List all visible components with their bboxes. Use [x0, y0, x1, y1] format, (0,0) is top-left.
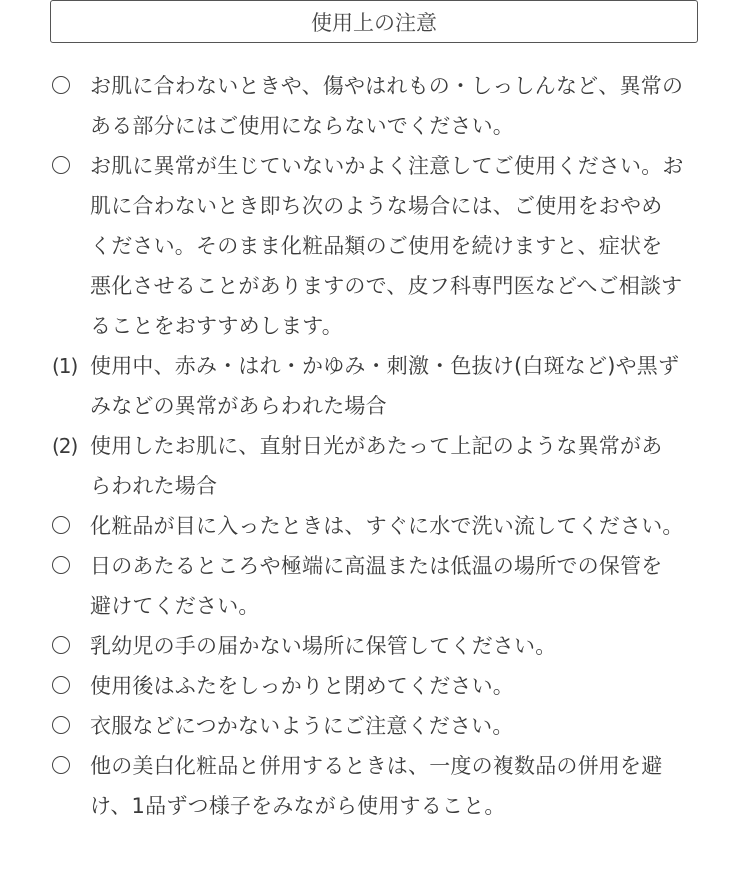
- circle-icon: [52, 76, 70, 94]
- circle-icon: [52, 636, 70, 654]
- item-text: [90, 146, 710, 346]
- precaution-item: [50, 426, 710, 506]
- circle-icon: [52, 676, 70, 694]
- text-line: 使用後はふたをしっかりと閉めてください。: [90, 674, 514, 698]
- text-line: 悪化させることがありますので、皮フ科専門医などへご相談す: [90, 274, 683, 298]
- item-text: [90, 426, 710, 506]
- bullet-circle-icon: [50, 706, 90, 746]
- bullet-circle-icon: [50, 146, 90, 186]
- circle-icon: [52, 716, 70, 734]
- bullet-circle-icon: [50, 626, 90, 666]
- item-text: [90, 626, 710, 666]
- item-number: [50, 346, 90, 386]
- bullet-circle-icon: [50, 546, 90, 586]
- section-title-box: [50, 0, 698, 43]
- precaution-item: [50, 666, 710, 706]
- item-text: [90, 746, 710, 826]
- precaution-item: [50, 506, 710, 546]
- item-text: [90, 506, 710, 546]
- text-line: 使用したお肌に、直射日光があたって上記のような異常があ: [90, 434, 663, 458]
- text-line: らわれた場合: [90, 474, 218, 498]
- circle-icon: [52, 556, 70, 574]
- circle-icon: [52, 156, 70, 174]
- item-text: [90, 346, 710, 426]
- precaution-item: [50, 706, 710, 746]
- item-text: [90, 706, 710, 746]
- text-line: 乳幼児の手の届かない場所に保管してください。: [90, 634, 557, 658]
- bullet-circle-icon: [50, 666, 90, 706]
- bullet-circle-icon: [50, 506, 90, 546]
- text-line: 使用中、赤み・はれ・かゆみ・刺激・色抜け(白斑など)や黒ず: [90, 354, 680, 378]
- item-text: [90, 666, 710, 706]
- text-line: ある部分にはご使用にならないでください。: [90, 114, 514, 138]
- text-line: お肌に異常が生じていないかよく注意してご使用ください。お: [90, 154, 684, 178]
- text-line: 肌に合わないとき即ち次のような場合には、ご使用をおやめ: [90, 194, 663, 218]
- precaution-item: [50, 746, 710, 826]
- text-line: みなどの異常があらわれた場合: [90, 394, 387, 418]
- text-line: 化粧品が目に入ったときは、すぐに水で洗い流してください。: [90, 514, 684, 538]
- bullet-circle-icon: [50, 66, 90, 106]
- item-text: [90, 546, 710, 626]
- precaution-item: [50, 546, 710, 626]
- text-line: 避けてください。: [90, 594, 260, 618]
- precautions-list: [50, 66, 710, 826]
- text-line: 他の美白化粧品と併用するときは、一度の複数品の併用を避: [90, 754, 663, 778]
- section-title: 使用上の注意: [311, 10, 437, 35]
- item-number: [50, 426, 90, 466]
- text-line: ください。そのまま化粧品類のご使用を続けますと、症状を: [90, 234, 663, 258]
- precaution-item: [50, 66, 710, 146]
- precaution-item: [50, 626, 710, 666]
- text-line: お肌に合わないときや、傷やはれもの・しっしんなど、異常の: [90, 74, 684, 98]
- item-number-label: (2): [52, 434, 78, 458]
- item-text: [90, 66, 710, 146]
- item-number-label: (1): [52, 354, 78, 378]
- precaution-item: [50, 346, 710, 426]
- circle-icon: [52, 516, 70, 534]
- text-line: 衣服などにつかないようにご注意ください。: [90, 714, 514, 738]
- bullet-circle-icon: [50, 746, 90, 786]
- precaution-item: [50, 146, 710, 346]
- text-line: 日のあたるところや極端に高温または低温の場所での保管を: [90, 554, 663, 578]
- text-line: け、1品ずつ様子をみながら使用すること。: [90, 794, 506, 818]
- text-line: ることをおすすめします。: [90, 314, 343, 338]
- circle-icon: [52, 756, 70, 774]
